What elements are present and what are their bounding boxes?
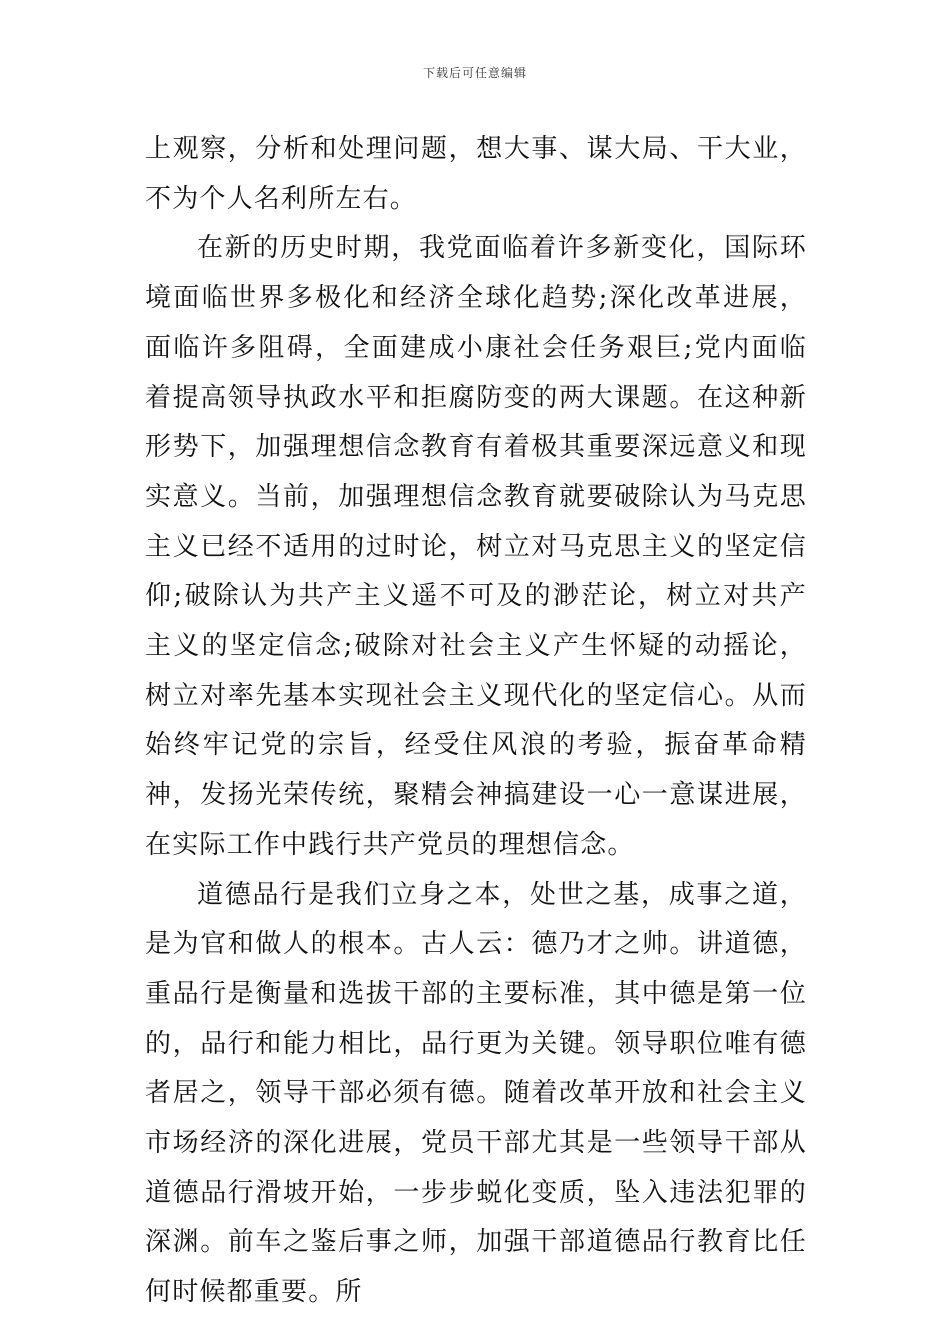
paragraph-ideals-beliefs: 在新的历史时期，我党面临着许多新变化，国际环境面临世界多极化和经济全球化趋势;深化改革进展，面临许多阻碍，全面建成小康社会任务艰巨;党内面临着提高领导执政水平和拒腐防变的两大课题。在这种新形势下，加强理想信念教育有着极其重要深远意义和现实意义。当前，加强理想信念教育就要破除认为马克思主义已经不适用的过时论，树立对马克思主义的坚定信仰;破除认为共产主义遥不可及的渺茫论，树立对共产主义的坚定信念;破除对社会主义产生怀疑的动摇论，树立对率先基本实现社会主义现代化的坚定信心。从而始终牢记党的宗旨，经受住风浪的考验，振奋革命精神，发扬光荣传统，聚精会神搞建设一心一意谋进展，在实际工作中践行共产党员的理想信念。 bbox=[145, 233, 807, 860]
page-header-note: 下载后可任意编辑 bbox=[422, 66, 527, 80]
paragraph-moral-conduct: 道德品行是我们立身之本，处世之基，成事之道，是为官和做人的根本。古人云：德乃才之帅。讲道德，重品行是衡量和选拔干部的主要标准，其中德是第一位的，品行和能力相比，品行更为关键。领导职位唯有德者居之，领导干部必须有德。随着改革开放和社会主义市场经济的深化进展，党员干部尤其是一些领导干部从道德品行滑坡开始，一步步蜕化变质，坠入违法犯罪的深渊。前车之鉴后事之师，加强干部道德品行教育比任何时候都重要。所 bbox=[145, 879, 807, 1308]
paragraph-continuation: 上观察，分析和处理问题，想大事、谋大局、干大业，不为个人名利所左右。 bbox=[145, 134, 807, 214]
document-body bbox=[145, 125, 807, 1318]
